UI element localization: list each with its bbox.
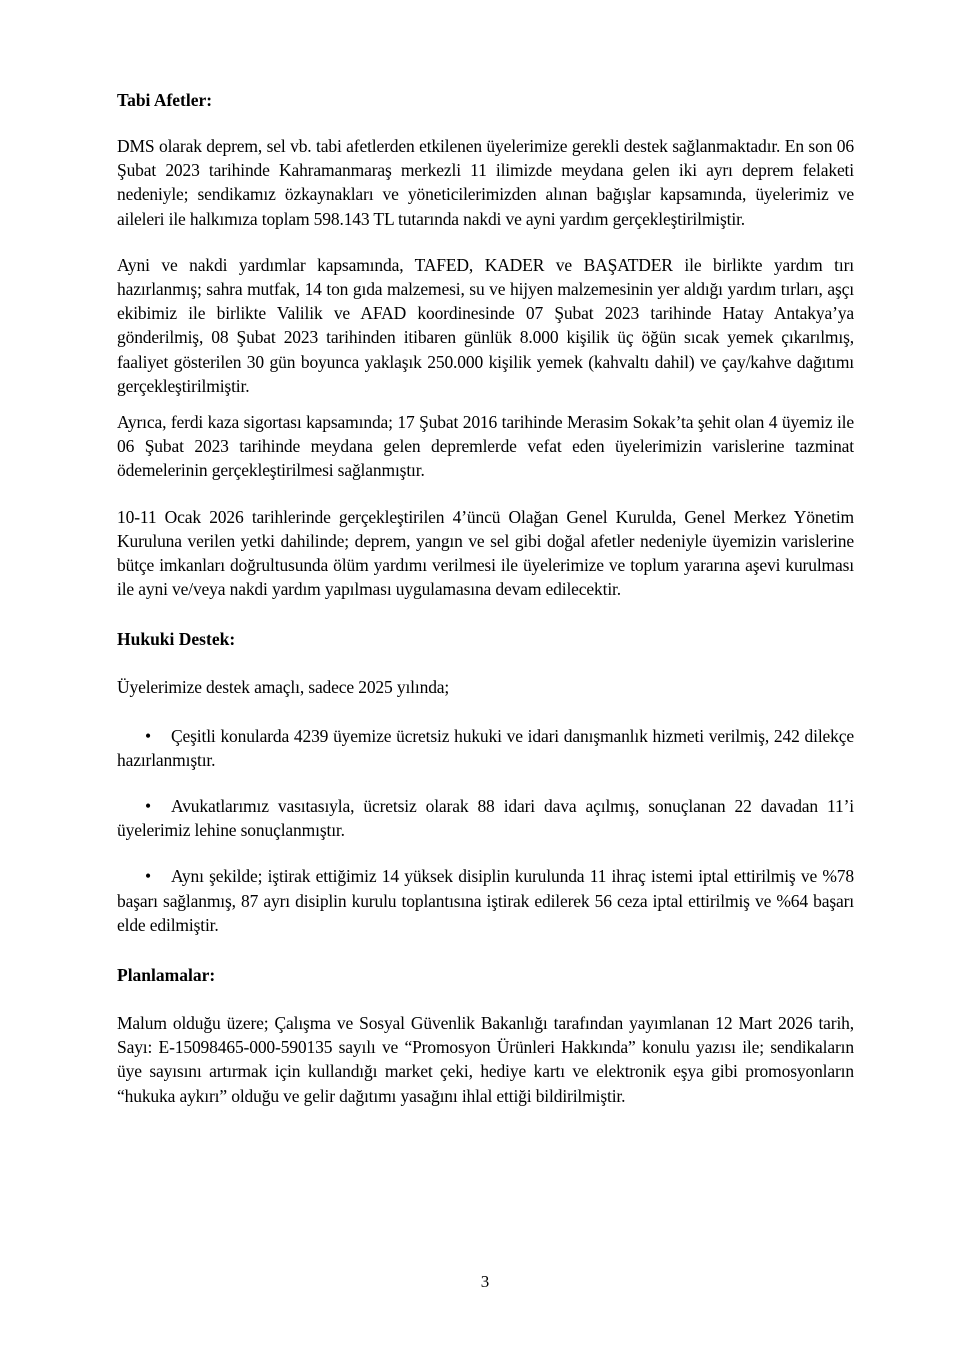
page-number: 3 bbox=[480, 1272, 490, 1291]
bullet-icon: • bbox=[145, 866, 151, 887]
paragraph-legal-intro: Üyelerimize destek amaçlı, sadece 2025 yılında; bbox=[117, 677, 450, 698]
paragraph-insurance: Ayrıca, ferdi kaza sigortası kapsamında; 17 Şubat 2016 tarihinde Merasim Sokak’ta şehit olan 4 üyemiz ile 06 Şubat 2023 tarihinde meydana gelen depremlerde vefat eden üyelerimizin varislerine tazminat ödemelerinin gerçekleştirilmesi sağlanmıştır. bbox=[117, 412, 854, 481]
paragraph-general-assembly: 10-11 Ocak 2026 tarihlerinde gerçekleştirilen 4’üncü Olağan Genel Kurulda, Genel Merkez Yönetim Kuruluna verilen yetki dahilinde; deprem, yangın ve sel gibi doğal afetler nedeniyle üyemizin varislerine bütçe imkanları doğrultusunda ölüm yardımı verilmesi ile üyelerimize ve toplum yararına aşevi kurulması ile ayni ve/veya nakdi yardım yapılması uygulamasına devam edilecektir. bbox=[117, 506, 854, 600]
section-heading-hukuki-destek: Hukuki Destek: bbox=[117, 629, 236, 650]
list-item-disciplinary bbox=[117, 864, 854, 937]
bullet-icon: • bbox=[145, 796, 151, 817]
bullet-icon: • bbox=[145, 725, 151, 746]
section-heading-planlamalar: Planlamalar: bbox=[117, 965, 216, 986]
paragraph-promotion-notice: Malum olduğu üzere; Çalışma ve Sosyal Güvenlik Bakanlığı tarafından yayımlanan 12 Mart 2026 tarih, Sayı: E-15098465-000-590135 sayılı ve “Promosyon Ürünleri Hakkında” konulu yazısı ile; sendikaların üye sayısını artırmak için kullandığı market çeki, hediye kartı ve elektronik eşya gibi promosyonların “hukuka aykırı” olduğu ve gelir dağıtımı yasağını ihlal ettiği bildirilmiştir. bbox=[117, 1013, 854, 1106]
list-item-lawsuits bbox=[117, 794, 854, 842]
list-item-legal-consultancy bbox=[117, 724, 854, 772]
section-heading-tabi-afetler: Tabi Afetler: bbox=[117, 90, 213, 110]
paragraph-disaster-support: DMS olarak deprem, sel vb. tabi afetlerden etkilenen üyelerimize gerekli destek sağlanmaktadır. En son 06 Şubat 2023 tarihinde Kahramanmaraş merkezli 11 ilimizde meydana gelen iki ayrı deprem felaketi nedeniyle; sendikamız özkaynakları ve yöneticilerimizden alınan bağışlar kapsamında, üyelerimiz ve aileleri ile halkımıza toplam 598.143 TL tutarında nakdi ve ayni yardım gerçekleştirilmiştir. bbox=[117, 136, 854, 229]
document-page bbox=[117, 88, 854, 1108]
paragraph-aid-trucks: Ayni ve nakdi yardımlar kapsamında, TAFED, KADER ve BAŞATDER ile birlikte yardım tırı hazırlanmış; sahra mutfak, 14 ton gıda malzemesi, su ve hijyen malzemesinin yer aldığı yardım tırları, aşçı ekibimiz ile birlikte Valilik ve AFAD koordinesinde 07 Şubat 2023 tarihinde Hatay Antakya’ya gönderilmiş, 08 Şubat 2023 tarihinden itibaren günlük 8.000 kişilik üç öğün sıcak yemek çıkarılmış, faaliyet gösterilen 30 gün boyunca yaklaşık 250.000 kişilik yemek (kahvaltı dahil) ve çay/kahve dağıtımı gerçekleştirilmiştir. bbox=[117, 254, 854, 396]
list-item-text: Çeşitli konularda 4239 üyemize ücretsiz hukuki ve idari danışmanlık hizmeti verilmiş, 242 dilekçe hazırlanmıştır. bbox=[117, 725, 854, 770]
list-item-text: Aynı şekilde; iştirak ettiğimiz 14 yüksek disiplin kurulunda 11 ihraç istemi iptal ettirilmiş ve %78 başarı sağlanmış, 87 ayrı disiplin kurulu toplantısına iştirak edilerek 56 ceza iptal ettirilmiş ve %64 başarı elde edilmiştir. bbox=[117, 866, 854, 935]
list-item-text: Avukatlarımız vasıtasıyla, ücretsiz olarak 88 idari dava açılmış, sonuçlanan 22 davadan 11’i üyelerimiz lehine sonuçlanmıştır. bbox=[117, 796, 854, 841]
